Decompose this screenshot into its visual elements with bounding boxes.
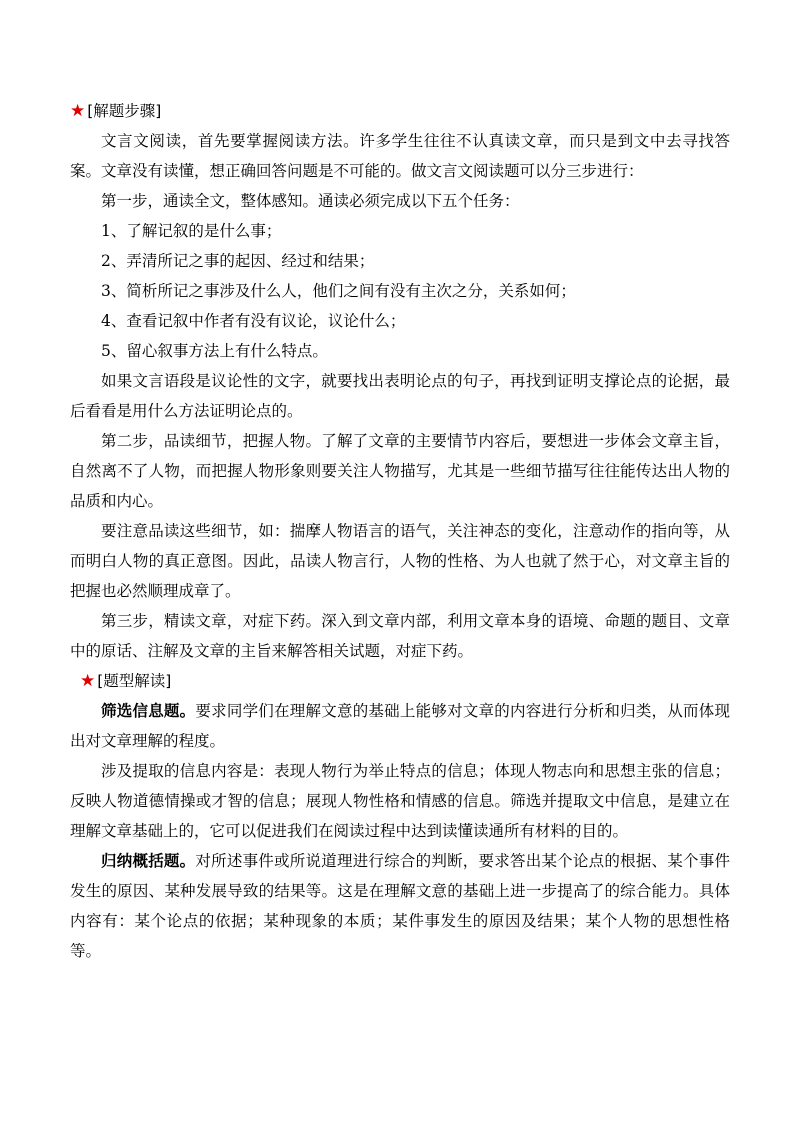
question-type-summarize xyxy=(70,846,730,966)
question-type-desc: 对所述事件或所说道理进行综合的判断，要求答出某个论点的根据、某个事件发生的原因、某种发展导致的结果等。这是在理解文意的基础上进一步提高了的综合能力。具体内容有：某个论点的依据；某种现象的本质；某件事发生的原因及结果；某个人物的思想性格等。 xyxy=(70,852,730,960)
paragraph: 文言文阅读，首先要掌握阅读方法。许多学生往往不认真读文章，而只是到文中去寻找答案。文章没有读懂，想正确回答问题是不可能的。做文言文阅读题可以分三步进行： xyxy=(70,132,730,180)
list-item: 2、弄清所记之事的起因、经过和结果； xyxy=(101,252,375,270)
question-type-filter-info xyxy=(70,696,730,756)
paragraph: 第三步，精读文章，对症下药。深入到文章内部，利用文章本身的语境、命题的题目、文章中的原话、注解及文章的主旨来解答相关试题，对症下药。 xyxy=(70,612,730,660)
question-type-term: 筛选信息题。 xyxy=(101,701,196,720)
list-item: 4、查看记叙中作者有没有议论，议论什么； xyxy=(101,312,406,330)
document-content xyxy=(70,96,730,966)
list-item: 3、简析所记之事涉及什么人，他们之间有没有主次之分，关系如何； xyxy=(101,282,576,300)
star-icon: ★ xyxy=(70,101,86,121)
section-title: [题型解读] xyxy=(97,672,172,690)
section-heading-types xyxy=(70,666,730,696)
section-heading-steps xyxy=(70,96,730,126)
paragraph: 如果文言语段是议论性的文字，就要找出表明论点的句子，再找到证明支撑论点的论据，最后看看是用什么方法证明论点的。 xyxy=(70,372,730,420)
question-type-desc: 要求同学们在理解文意的基础上能够对文章的内容进行分析和归类，从而体现出对文章理解的程度。 xyxy=(70,702,730,750)
paragraph: 要注意品读这些细节，如：揣摩人物语言的语气，关注神态的变化，注意动作的指向等，从而明白人物的真正意图。因此，品读人物言行，人物的性格、为人也就了然于心，对文章主旨的把握也必然顺理成章了。 xyxy=(70,522,730,600)
list-item: 1、了解记叙的是什么事； xyxy=(101,222,282,240)
question-type-term: 归纳概括题。 xyxy=(101,851,196,870)
star-icon: ★ xyxy=(80,671,96,691)
paragraph: 第一步，通读全文，整体感知。通读必须完成以下五个任务： xyxy=(101,192,520,210)
paragraph: 第二步，品读细节，把握人物。了解了文章的主要情节内容后，要想进一步体会文章主旨，自然离不了人物，而把握人物形象则要关注人物描写，尤其是一些细节描写往往能传达出人物的品质和内心。 xyxy=(70,432,730,510)
paragraph: 涉及提取的信息内容是：表现人物行为举止特点的信息；体现人物志向和思想主张的信息；反映人物道德情操或才智的信息；展现人物性格和情感的信息。筛选并提取文中信息，是建立在理解文章基础上的，它可以促进我们在阅读过程中达到读懂读通所有材料的目的。 xyxy=(70,762,730,840)
section-title: [解题步骤] xyxy=(87,102,162,120)
list-item: 5、留心叙事方法上有什么特点。 xyxy=(101,342,328,360)
